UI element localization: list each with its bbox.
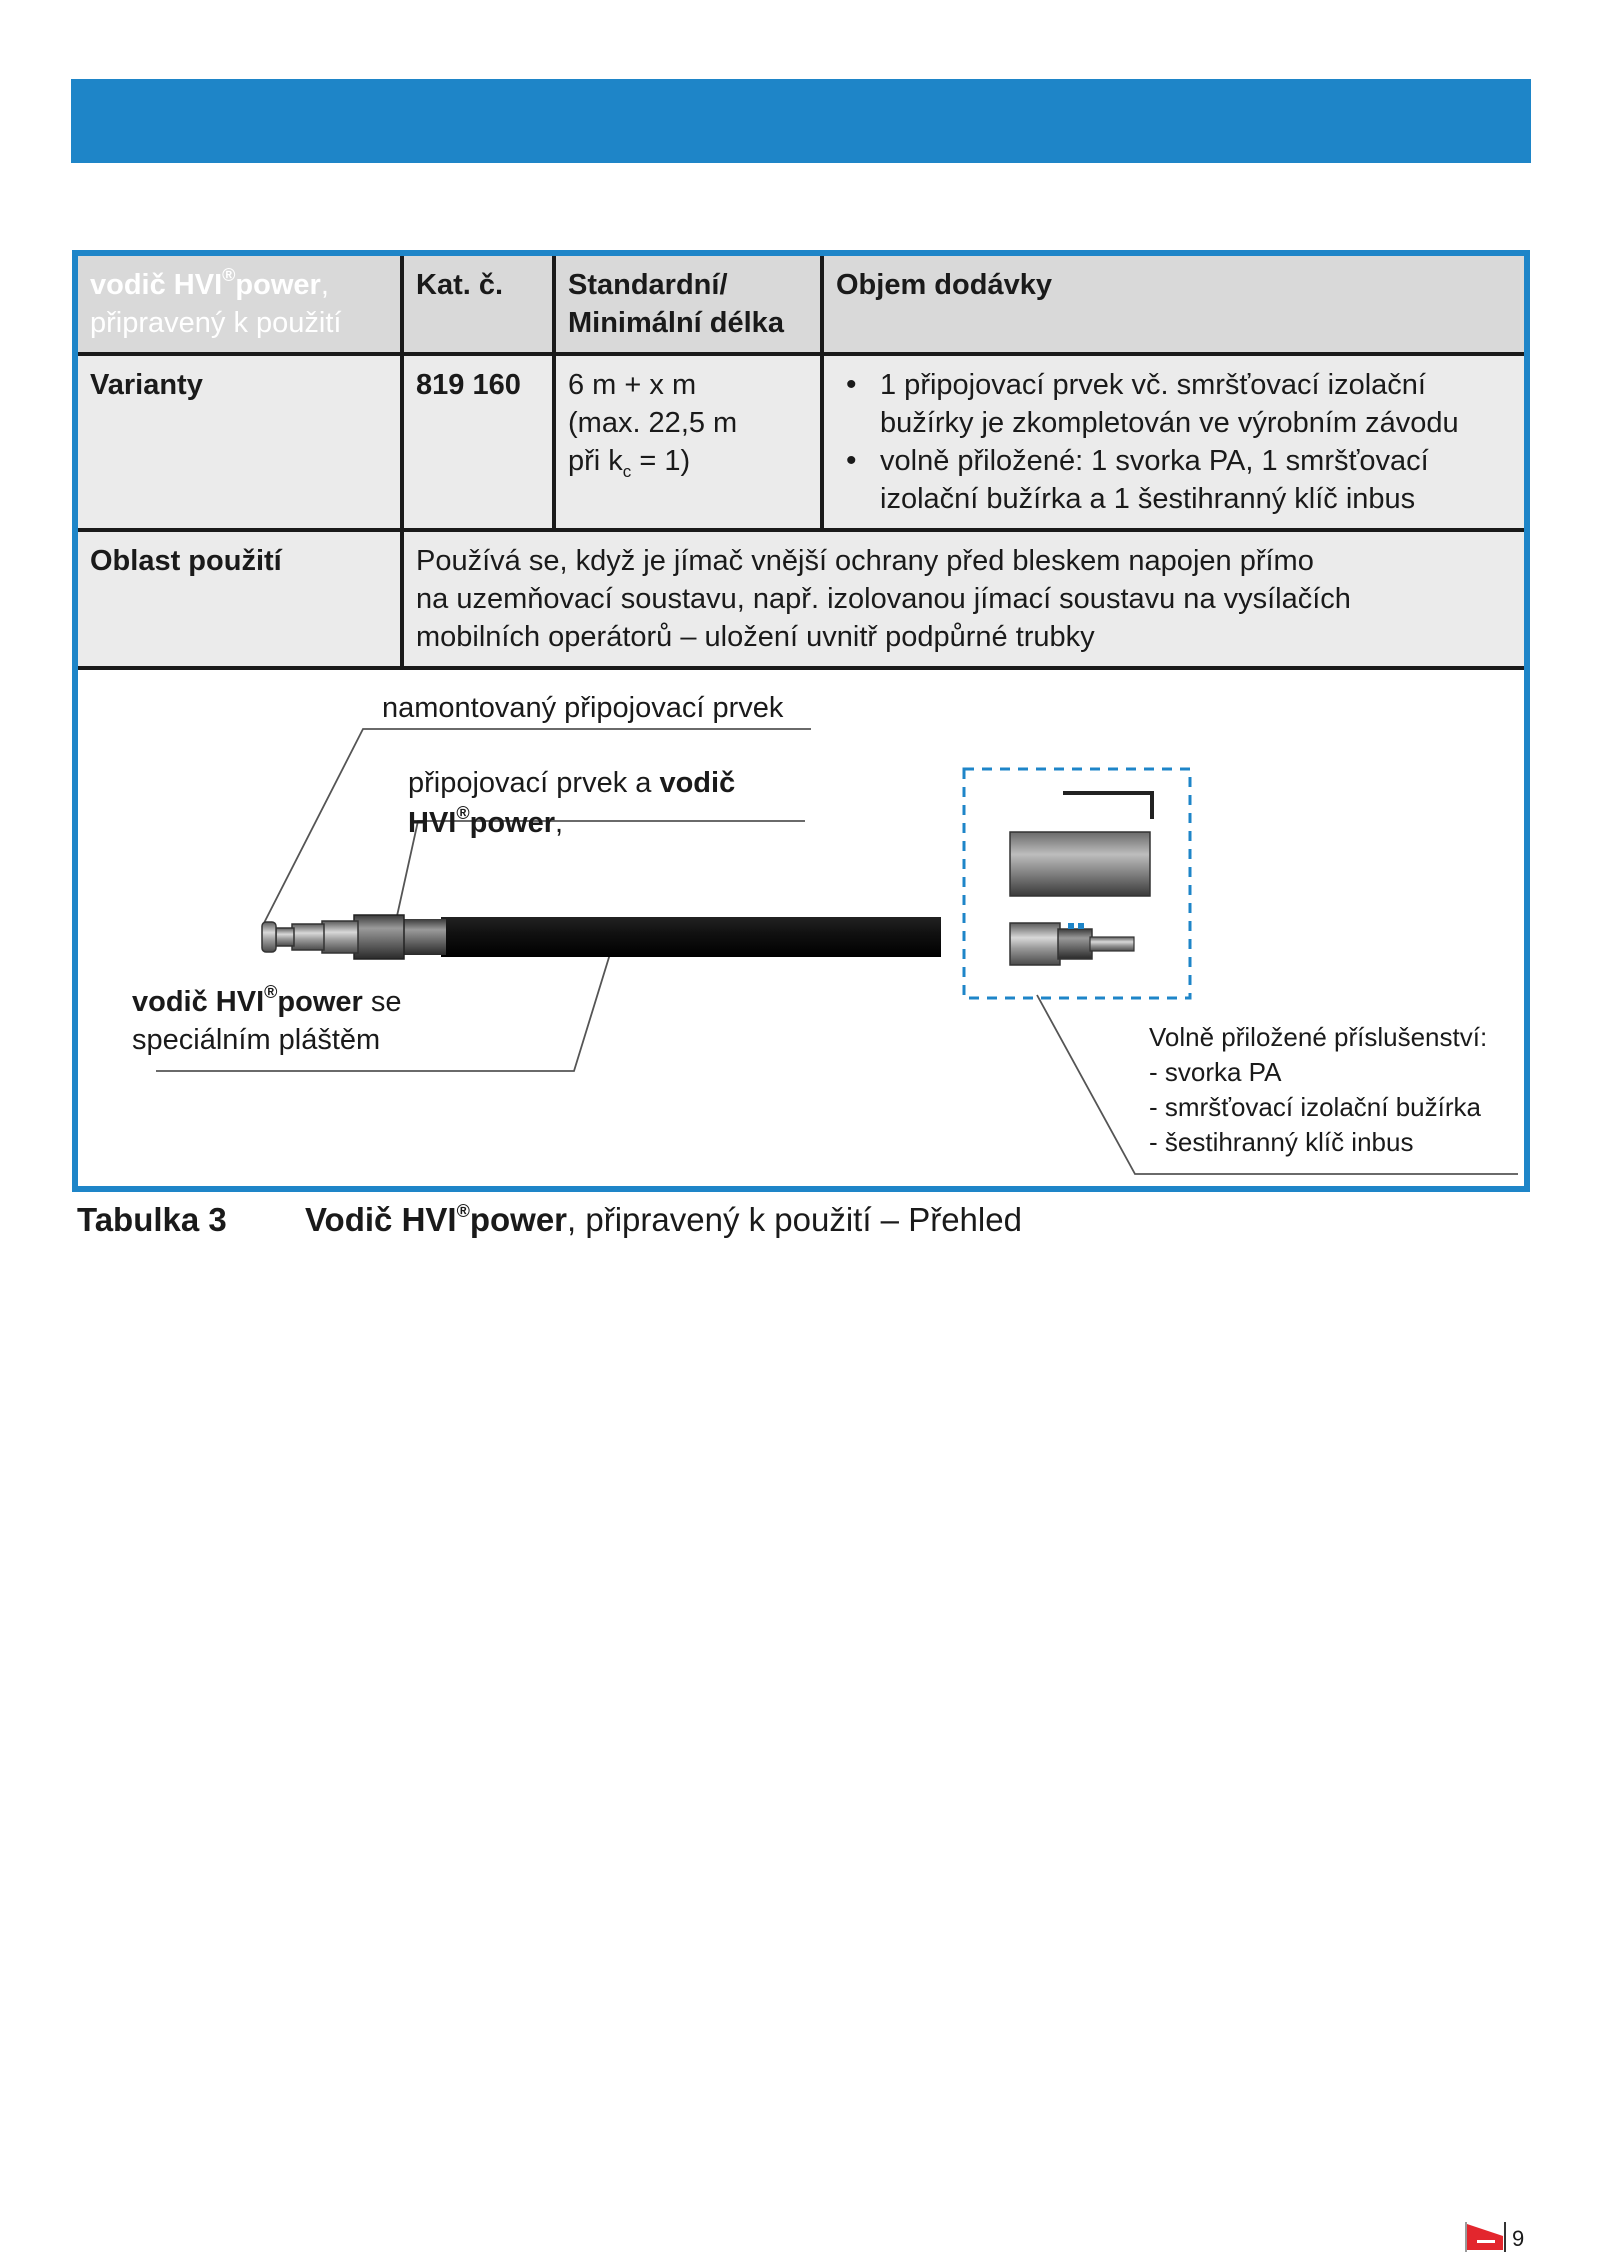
list-item: - smršťovací izolační bužírka	[1149, 1092, 1481, 1122]
overview-table-frame	[72, 250, 1530, 1192]
label-conductor-sheath	[132, 983, 402, 1059]
list-item	[880, 442, 1512, 518]
header-comma: ,	[320, 269, 329, 301]
label-element-hvi: HVI	[408, 807, 457, 839]
header-product-name: vodič HVI	[90, 269, 223, 301]
length-line2: (max. 22,5 m	[568, 407, 738, 439]
row-label-varianty: Varianty	[78, 354, 402, 530]
header-length-line1: Standardní/	[568, 269, 728, 301]
table-header-row	[78, 256, 1524, 354]
bullet-2-line2: izolační bužírka a 1 šestihranný klíč inbus	[880, 483, 1416, 515]
length-line3-pre: při k	[568, 445, 623, 477]
label-element-power: power	[469, 807, 556, 839]
label-mounted-element: namontovaný připojovací prvek	[382, 692, 784, 724]
delivery-list	[836, 366, 1512, 518]
caption-number: Tabulka 3	[77, 1201, 227, 1238]
bullet-1-line2: bužírky je zkompletován ve výrobním závodu	[880, 407, 1459, 439]
hvi-cable-icon	[262, 915, 941, 959]
label-connection-element	[408, 763, 735, 843]
list-item	[880, 366, 1512, 442]
caption-title-power: power	[469, 1201, 568, 1238]
shrink-sleeve-icon	[1010, 832, 1150, 896]
table-row-oblast	[78, 530, 1524, 668]
list-item: - šestihranný klíč inbus	[1149, 1127, 1414, 1157]
header-scope-of-delivery: Objem dodávky	[822, 256, 1524, 354]
row-label-oblast: Oblast použití	[78, 530, 402, 668]
length-value	[554, 354, 822, 530]
overview-table	[78, 256, 1524, 670]
pa-clamp-icon	[1010, 923, 1134, 965]
application-line1: Používá se, když je jímač vnější ochrany před bleskem napojen přímo	[416, 545, 1314, 577]
bullet-2-line1: volně přiložené: 1 svorka PA, 1 smršťovací	[880, 445, 1429, 477]
cat-no-value: 819 160	[402, 354, 554, 530]
table-caption	[77, 1198, 1022, 1242]
label-conductor-power: power	[277, 986, 363, 1018]
accessories-legend	[1149, 1020, 1487, 1160]
header-length	[554, 256, 822, 354]
header-cat-no: Kat. č.	[402, 256, 554, 354]
application-line2: na uzemňovací soustavu, např. izolovanou jímací soustavu na vysílačích	[416, 583, 1351, 615]
label-element-comma: ,	[555, 807, 564, 839]
scope-of-delivery-value	[822, 354, 1524, 530]
header-bar	[71, 79, 1531, 163]
page-number: 9	[1512, 2226, 1525, 2251]
registered-mark: ®	[264, 982, 278, 1003]
label-conductor-post: se	[362, 986, 402, 1018]
header-length-line2: Minimální délka	[568, 307, 784, 339]
hex-key-icon	[1063, 793, 1152, 819]
accessories-title: Volně přiložené příslušenství:	[1149, 1022, 1488, 1052]
caption-title-bold: Vodič HVI	[305, 1201, 457, 1238]
header-product-cell	[78, 256, 402, 354]
application-line3: mobilních operátorů – uložení uvnitř podpůrné trubky	[416, 621, 1095, 653]
application-area-text	[402, 530, 1524, 668]
label-element-bold: vodič	[659, 767, 736, 799]
header-product-power: power	[235, 269, 321, 301]
length-line1: 6 m + x m	[568, 369, 697, 401]
label-conductor-bold: vodič HVI	[132, 986, 265, 1018]
bullet-1-line1: 1 připojovací prvek vč. smršťovací izolační	[880, 369, 1426, 401]
length-subscript: c	[622, 461, 632, 481]
header-product-subtitle: připravený k použití	[90, 307, 342, 339]
dehn-logo-icon	[1463, 2220, 1507, 2254]
list-item: - svorka PA	[1149, 1057, 1282, 1087]
table-row-varianty	[78, 354, 1524, 530]
caption-title-rest: , připravený k použití – Přehled	[567, 1201, 1022, 1238]
product-figure	[78, 679, 1524, 1187]
registered-mark: ®	[456, 1201, 470, 1221]
registered-mark: ®	[222, 265, 236, 286]
length-line3-post: = 1)	[631, 445, 691, 477]
label-element-pre: připojovací prvek a	[408, 767, 660, 799]
registered-mark: ®	[456, 803, 470, 824]
label-conductor-line2: speciálním pláštěm	[132, 1024, 381, 1056]
